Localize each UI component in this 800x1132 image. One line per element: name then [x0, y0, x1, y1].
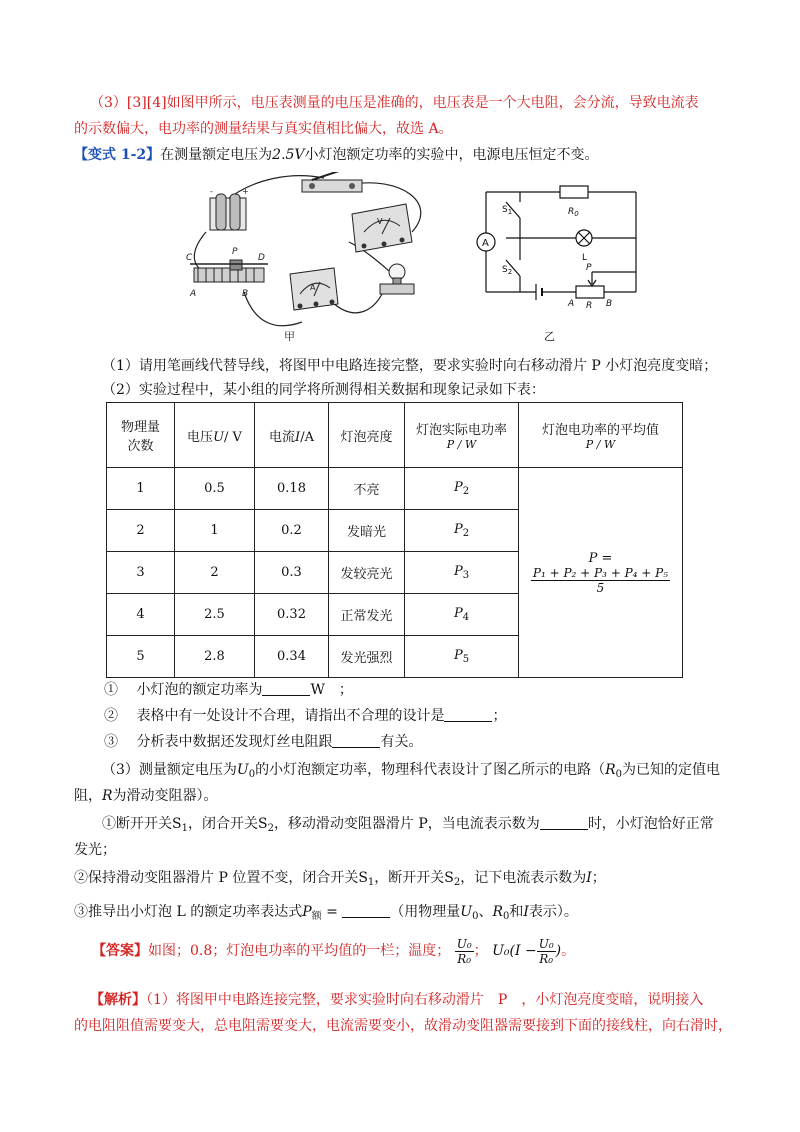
rheostat-label-a: A [190, 289, 197, 299]
bulb-icon [380, 264, 414, 294]
rheostat-label-p: P [232, 247, 238, 257]
schematic-s1-label: $S_1$ [502, 205, 513, 216]
answer-blank[interactable] [342, 903, 390, 918]
answer-line: 【答案】如图；0.8；灯泡电功率的平均值的一栏；温度； $\frac{\text{U₀}}{\text{R₀}}$ ； U₀(I − $\frac{\text{U₀}}{\text{R₀}}$ )。 [92, 936, 576, 966]
answer-blank[interactable] [262, 681, 310, 696]
table-row: 2 1 0.2 发暗光 $P_2$ [107, 510, 683, 552]
header-brightness: 灯泡亮度 [329, 403, 405, 468]
schematic-r0-label: $R_0$ [568, 207, 579, 218]
schematic-ammeter-label: A [482, 238, 489, 249]
part-3-line-1: （3）测量额定电压为$U_0$的小灯泡额定功率，物理科代表设计了图乙所示的电路（$R_0$为已知的定值电 [102, 762, 721, 780]
header-average-power: 灯泡电功率的平均值 P / W [519, 403, 683, 468]
answer-blank[interactable] [444, 707, 492, 722]
ammeter-icon [290, 268, 338, 310]
intro-line-1: （3）[3][4]如图甲所示，电压表测量的电压是准确的，电压表是一个大电阻，会分流，导致电流表 [90, 95, 699, 111]
step-2: ②保持滑动变阻器滑片 P 位置不变，闭合开关$S_1$，断开开关$S_2$，记下电流表示数为I； [74, 870, 606, 888]
header-current: 电流I/A [255, 403, 329, 468]
average-power-cell: P = $\frac{\text{P₁ + P₂ + P₃ + P₄ + P₅}}{5}$ [519, 468, 683, 678]
schematic-b-label: B [606, 299, 613, 309]
figure-yi-caption: 乙 [544, 330, 555, 343]
step-1: ①断开开关$S_1$，闭合开关$S_2$，移动滑动变阻器滑片 P，当电流表示数为 时，小灯泡恰好正常 [102, 816, 714, 834]
rheostat-label-d: D [258, 253, 265, 263]
schematic-s2-label: $S_2$ [502, 265, 513, 276]
subq-2: ② 表格中有一处设计不合理，请指出不合理的设计是 ； [104, 708, 507, 724]
table-row: 1 0.5 0.18 不亮 $P_2$ P = $\frac{\text{P₁ + P₂ + P₃ + P₄ + P₅}}{5}$ [107, 468, 683, 510]
answer-blank[interactable] [540, 815, 588, 830]
rheostat-label-c: C [186, 253, 193, 263]
voltmeter-icon [352, 204, 412, 252]
data-table [106, 402, 683, 678]
table-header-row [107, 403, 683, 468]
header-trial: 物理量 次数 [107, 403, 175, 468]
table-row: 4 2.5 0.32 正常发光 $P_4$ [107, 594, 683, 636]
rated-voltage: 2.5V [272, 147, 305, 163]
ammeter-label: A [310, 283, 316, 292]
analysis-line-1: 【解析】（1）将图甲中电路连接完整，要求实验时向右移动滑片 P ，小灯泡亮度变暗，说明接入 [90, 992, 704, 1008]
step-3: ③推导出小灯泡 L 的额定功率表达式$P_额$ = （用物理量$U_0$、$R_0$和I表示）。 [74, 904, 578, 922]
part-1-text: （1）请用笔画线代替导线，将图甲中电路连接完整，要求实验时向右移动滑片 P 小灯泡亮度变暗； [102, 358, 718, 374]
header-power: 灯泡实际电功率 P / W [405, 403, 519, 468]
battery-icon [210, 187, 249, 230]
subq-3: ③ 分析表中数据还发现灯丝电阻跟 有关。 [104, 734, 423, 750]
header-voltage: 电压U/ V [175, 403, 255, 468]
schematic-r-label: R [586, 301, 593, 311]
switch-icon [302, 172, 362, 192]
table-row: 3 2 0.3 发较亮光 $P_3$ [107, 552, 683, 594]
rheostat-icon [186, 247, 268, 299]
schematic-lamp-label: L [582, 253, 588, 263]
step-1-cont: 发光； [74, 842, 116, 858]
table-row: 5 2.8 0.34 发光强烈 $P_5$ [107, 636, 683, 678]
question-text-b: 小灯泡额定功率的实验中，电源电压恒定不变。 [304, 147, 599, 163]
figure-yi [468, 180, 650, 346]
voltmeter-label: V [377, 217, 383, 226]
svg-text:-: - [210, 187, 213, 196]
rheostat-label-b: B [242, 289, 249, 299]
subq-1: ① 小灯泡的额定功率为 W ； [104, 682, 353, 698]
question-line [74, 143, 734, 167]
figure-jia [184, 172, 436, 344]
figure-jia-caption: 甲 [284, 330, 295, 343]
svg-text:+: + [242, 187, 249, 196]
part-2-text: （2）实验过程中，某小组的同学将所测得相关数据和现象记录如下表： [102, 382, 545, 398]
schematic-a-label: A [568, 299, 575, 309]
variant-tag: 【变式 1-2】 [74, 147, 161, 163]
analysis-line-2: 的电阻阻值需要变大，总电阻需要变大，电流需要变小，故滑动变阻器需要接到下面的接线柱，向右滑时， [74, 1018, 732, 1034]
question-text-a: 在测量额定电压为 [160, 147, 273, 163]
part-3-line-2: 阻，R为滑动变阻器）。 [74, 788, 218, 804]
answer-blank[interactable] [332, 733, 380, 748]
schematic-p-label: P [586, 263, 592, 273]
intro-line-2: 的示数偏大，电功率的测量结果与真实值相比偏大，故选 A。 [74, 121, 453, 137]
